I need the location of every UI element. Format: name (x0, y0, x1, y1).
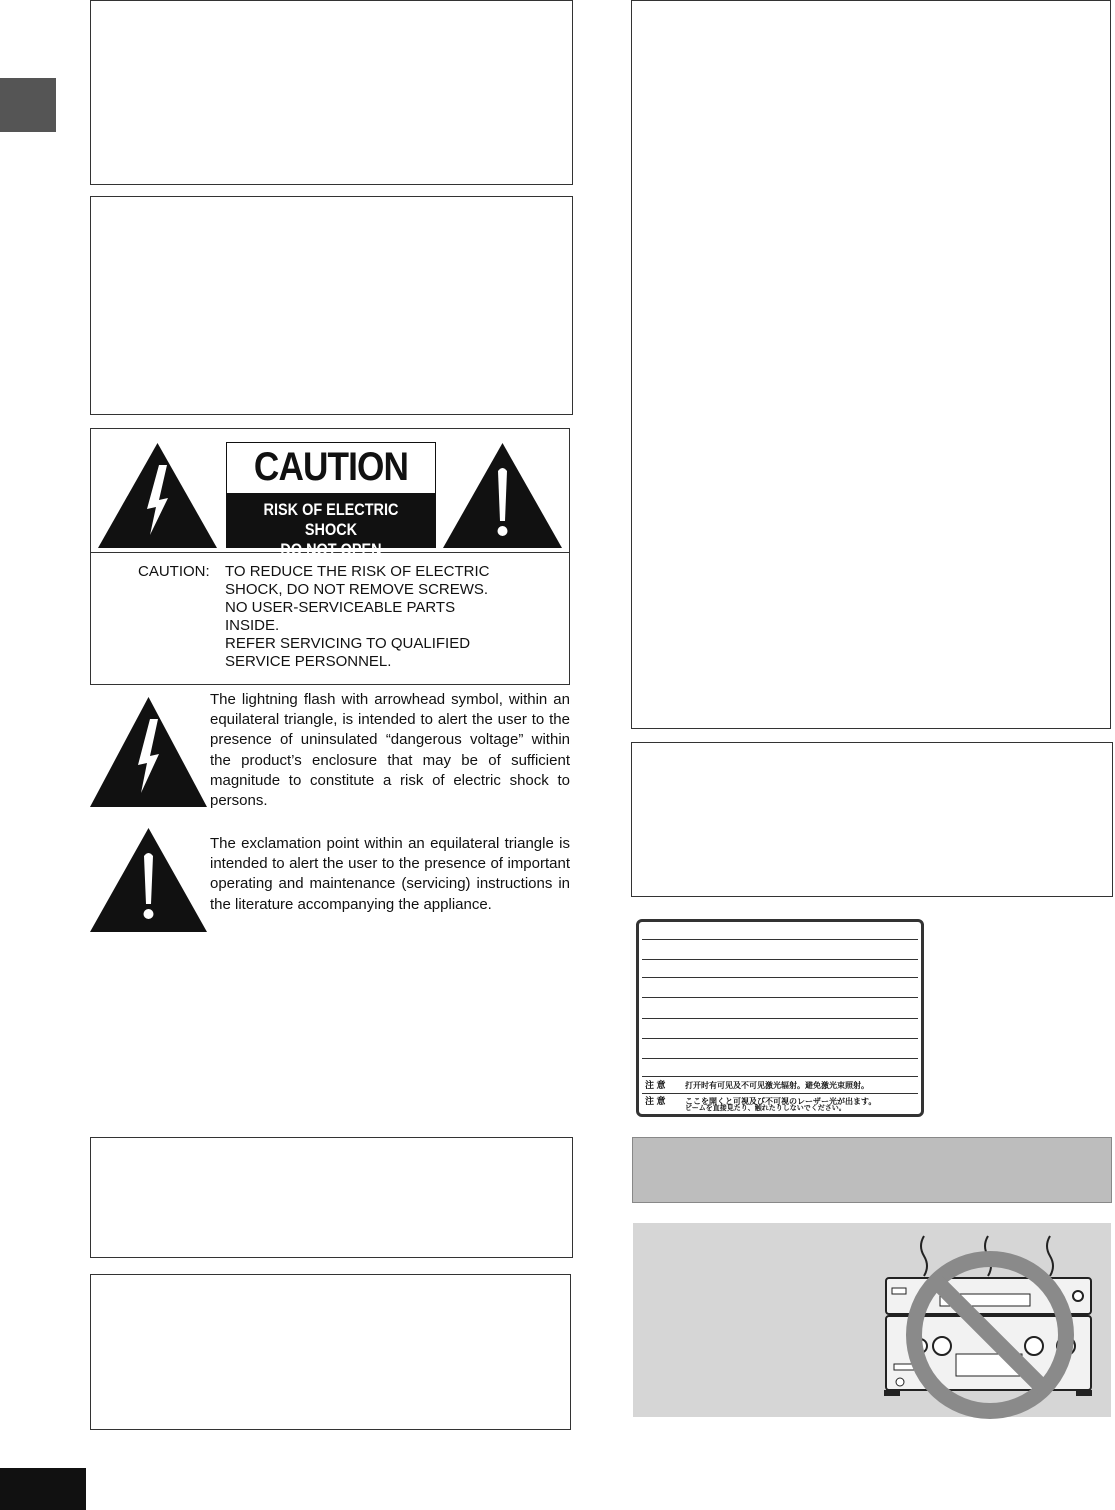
lightning-warning-triangle-icon (98, 443, 217, 548)
caution-line: NO USER-SERVICEABLE PARTS (225, 599, 456, 616)
no-stacking-prohibited-icon (880, 1230, 1100, 1420)
section-tab (0, 78, 56, 132)
laser-label-rule (642, 1058, 918, 1059)
caution-line: INSIDE. (225, 617, 280, 634)
grey-notice-band (632, 1137, 1112, 1203)
caution-banner-line1: RISK OF ELECTRIC SHOCK (263, 500, 399, 539)
exclamation-warning-triangle-icon (90, 828, 207, 932)
notice-box-6 (631, 742, 1113, 897)
notice-box-1 (90, 0, 573, 185)
laser-label-rule (642, 997, 918, 998)
caution-line: TO REDUCE THE RISK OF ELECTRIC (225, 563, 490, 580)
caution-title-block (226, 442, 436, 559)
notice-box-2 (90, 196, 573, 415)
notice-box-4 (90, 1274, 571, 1430)
laser-warning-key: 注 意 (645, 1080, 666, 1090)
laser-warning-text: 打开时有可见及不可见激光辐射。避免激光束照射。 (685, 1081, 869, 1090)
page-number-tab (0, 1468, 86, 1510)
laser-warning-key: 注 意 (645, 1096, 666, 1106)
laser-warning-chinese (645, 1080, 869, 1091)
laser-label-rule (642, 977, 918, 978)
laser-warning-text: ここを開くと可視及び不可視のレーザー光が出ます。 (685, 1097, 877, 1106)
exclamation-warning-triangle-icon (443, 443, 562, 548)
laser-label-rule (642, 959, 918, 960)
notice-box-3 (90, 1137, 573, 1258)
caution-line: SHOCK, DO NOT REMOVE SCREWS. (225, 581, 489, 598)
laser-warning-japanese-2: ビームを直接見たり、触れたりしないでください。 (685, 1105, 846, 1112)
laser-label-rule (642, 1076, 918, 1077)
notice-box-5 (631, 0, 1111, 729)
laser-label-rule (642, 1093, 918, 1094)
exclamation-symbol-description: The exclamation point within an equilateral triangle is intended to alert the user to the presence of important operating and maintenance (servicing) instructions in the literature accompanying the appliance. (210, 835, 570, 913)
laser-label-rule (642, 1018, 918, 1019)
laser-warning-label (636, 919, 924, 1117)
lightning-warning-triangle-icon (90, 697, 207, 807)
caution-banner (227, 493, 435, 559)
lightning-symbol-description: The lightning flash with arrowhead symbol, within an equilateral triangle, is intended to alert the user to the presence of uninsulated “dangerous voltage” within the product’s enclosure that may be of sufficient magnitude to constitute a risk of electric shock to persons. (210, 691, 570, 810)
laser-label-rule (642, 1038, 918, 1039)
caution-instructions (225, 563, 555, 671)
caution-line: REFER SERVICING TO QUALIFIED (225, 635, 471, 652)
caution-title: CAUTION (253, 445, 409, 489)
caution-lead: CAUTION: (138, 563, 210, 580)
laser-label-rule (642, 939, 918, 940)
caution-banner-line2: DO NOT OPEN (280, 540, 382, 559)
caution-line: SERVICE PERSONNEL. (225, 653, 392, 670)
